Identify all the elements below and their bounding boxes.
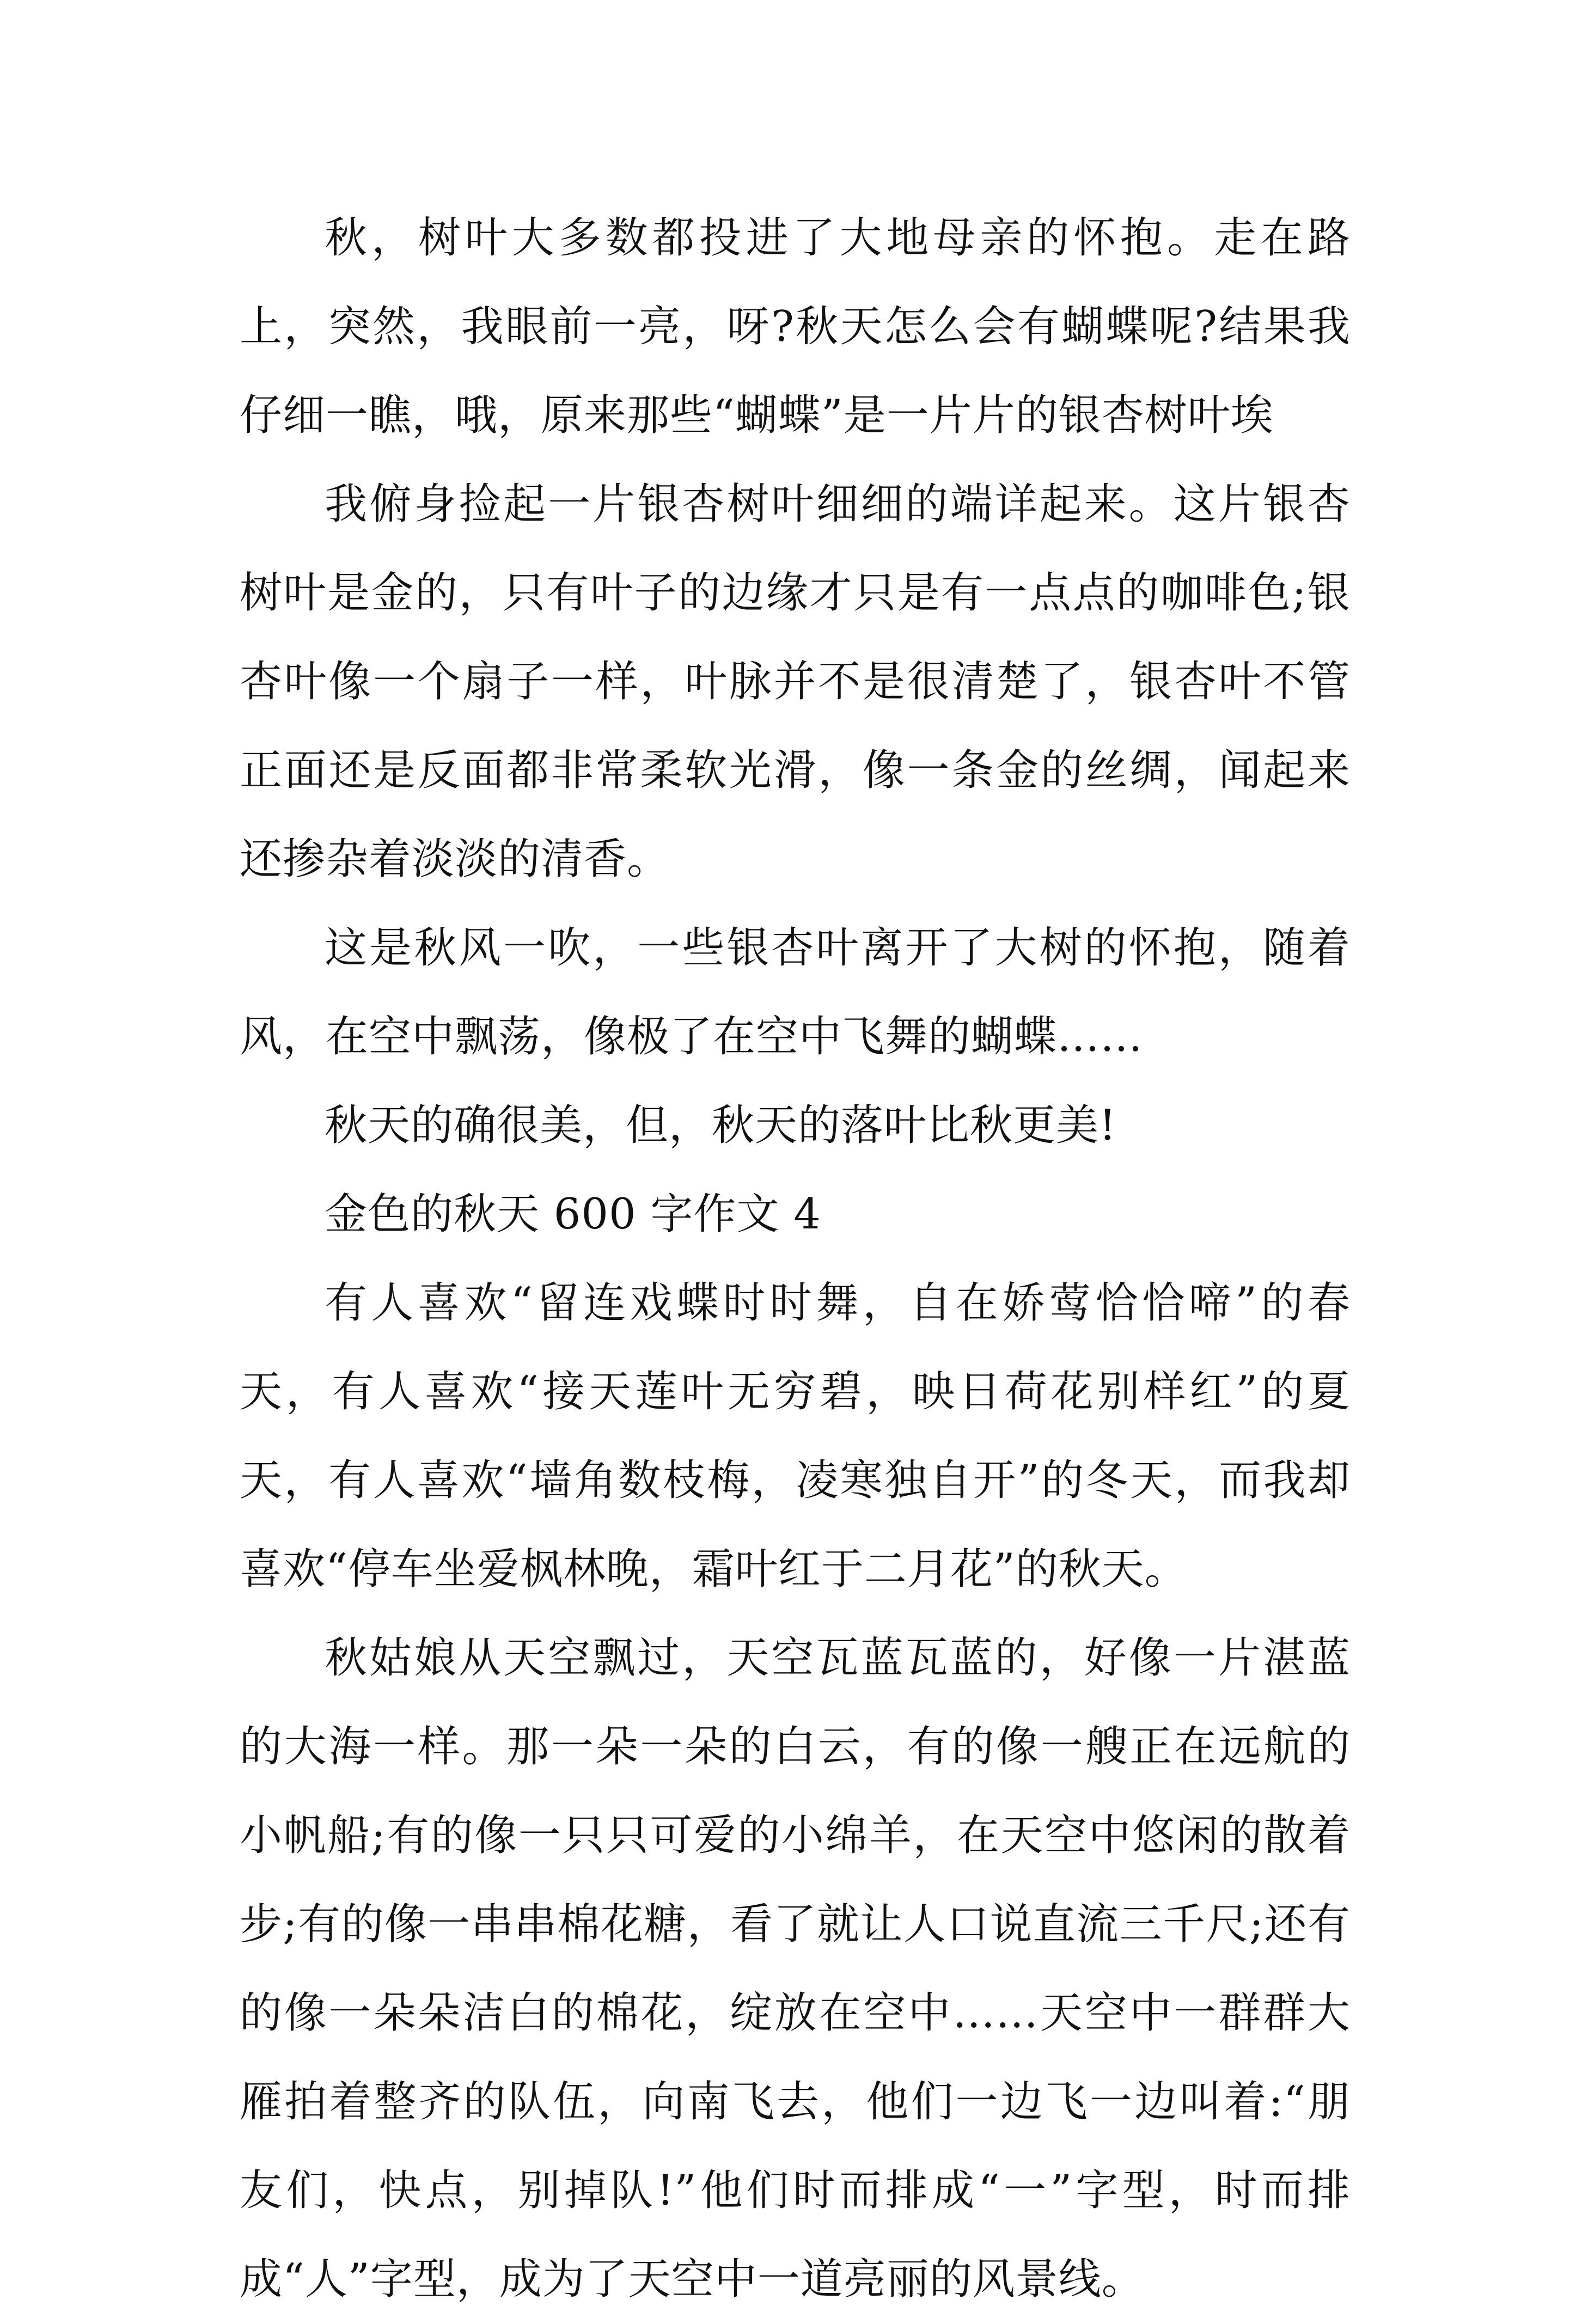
paragraph-autumn-sky: 秋姑娘从天空飘过，天空瓦蓝瓦蓝的，好像一片湛蓝的大海一样。那一朵一朵的白云，有的像一艘正在远航的小帆船;有的像一只只可爱的小绵羊，在天空中悠闲的散着步;有的像一串串棉花糖，看了就让人口说直流三千尺;还有的像一朵朵洁白的棉花，绽放在空中……天空中一群群大雁拍着整齐的队伍，向南飞去，他们一边飞一边叫着:“朋友们，快点，别掉队!”他们时而排成“一”字型，时而排成“人”字型，成为了天空中一道亮丽的风景线。 <box>240 1634 1351 2304</box>
document-body <box>240 194 1351 2324</box>
paragraph-ginkgo-leaf-description: 我俯身捡起一片银杏树叶细细的端详起来。这片银杏树叶是金的，只有叶子的边缘才只是有一点点的咖啡色;银杏叶像一个扇子一样，叶脉并不是很清楚了，银杏叶不管正面还是反面都非常柔软光滑，像一条金的丝绸，闻起来还掺杂着淡淡的清香。 <box>240 480 1351 884</box>
paragraph-butterfly-leaves: 秋，树叶大多数都投进了大地母亲的怀抱。走在路上，突然，我眼前一亮，呀?秋天怎么会有蝴蝶呢?结果我仔细一瞧，哦，原来那些“蝴蝶”是一片片的银杏树叶埃 <box>240 213 1351 440</box>
essay-heading: 金色的秋天 600 字作文 4 <box>325 1190 821 1239</box>
paragraph-seasons-poems: 有人喜欢“留连戏蝶时时舞，自在娇莺恰恰啼”的春天，有人喜欢“接天莲叶无穷碧，映日荷花别样红”的夏天，有人喜欢“墙角数枝梅，凌寒独自开”的冬天，而我却喜欢“停车坐爱枫林晚，霜叶红于二月花”的秋天。 <box>240 1279 1351 1594</box>
paragraph-conclusion: 秋天的确很美，但，秋天的落叶比秋更美! <box>325 1101 1117 1150</box>
paragraph-autumn-wind: 这是秋风一吹，一些银杏叶离开了大树的怀抱，随着风，在空中飘荡，像极了在空中飞舞的蝴蝶…… <box>240 924 1351 1061</box>
